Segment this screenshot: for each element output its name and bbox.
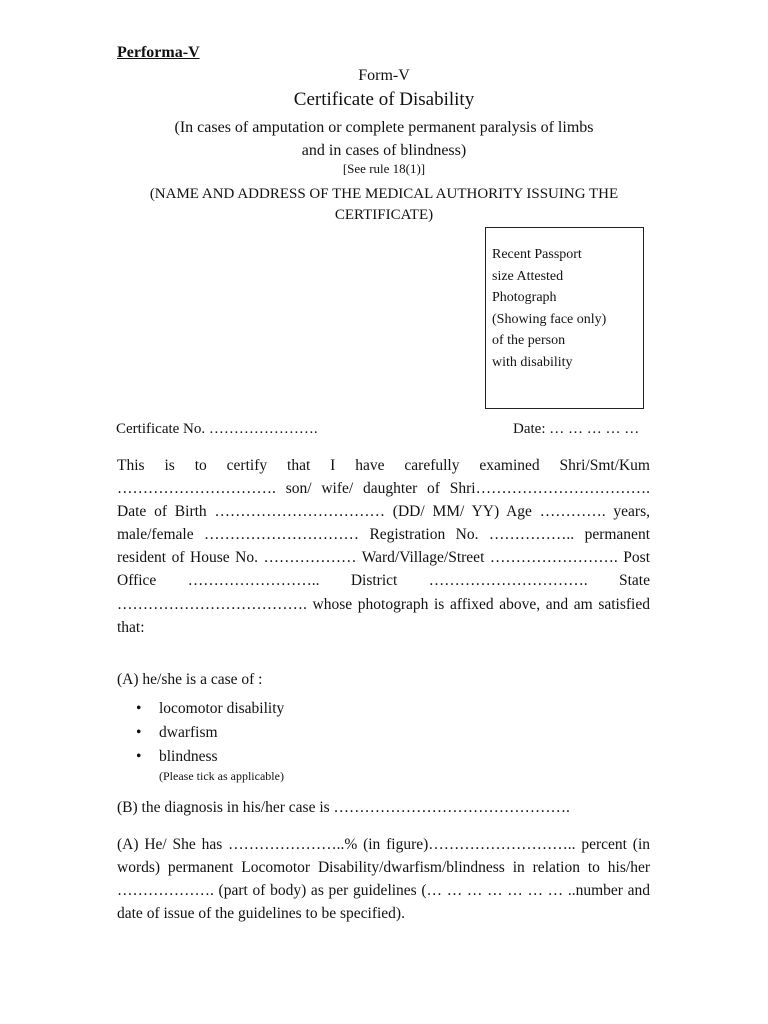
medical-authority-heading	[0, 184, 768, 226]
certificate-date: Date: … … … … …	[513, 421, 640, 437]
bullet-icon: •	[136, 724, 142, 741]
subtitle-line: and in cases of blindness)	[301, 142, 467, 159]
authority-line: (NAME AND ADDRESS OF THE MEDICAL AUTHORITY ISSUING THE	[149, 186, 619, 202]
authority-line: CERTIFICATE)	[334, 207, 434, 223]
photo-caption-line: (Showing face only)	[492, 311, 607, 327]
list-item	[117, 721, 284, 745]
photo-caption-line: Recent Passport	[492, 247, 582, 262]
certificate-number: Certificate No. ………………….	[116, 421, 318, 437]
performa-label: Performa-V	[117, 44, 200, 61]
photo-caption-line: Photograph	[492, 290, 557, 305]
certification-paragraph: This is to certify that I have carefully examined Shri/Smt/Kum …………………………. son/ wife/ daughter of Shri……………………………. Date of Birth …………………………… (DD/ MM/ YY) Age …………. years, male/female ………………………… Registration No. …………….. permanent resident of House No. ……………… Ward/Village/Street ……………………. Post Office …………………….. District …………………………. State ………………………………. whose photograph is affixed above, and am satisfied that:	[117, 457, 650, 636]
section-b-diagnosis: (B) the diagnosis in his/her case is ……………………………………….	[117, 799, 570, 816]
percent-paragraph: (A) He/ She has …………………..% (in figure)……………………….. percent (in words) permanent Locomotor Disability/dwarfism/blindness in relation to his/her ………………. (part of body) as per guidelines (… … … … … … … ..number and date of issue of the guidelines to be specified).	[117, 836, 650, 923]
list-item	[117, 745, 284, 769]
rule-reference: [See rule 18(1)]	[342, 161, 426, 176]
subtitle-line: (In cases of amputation or complete permanent paralysis of limbs	[174, 119, 594, 136]
tick-note: (Please tick as applicable)	[159, 769, 284, 783]
form-number: Form-V	[358, 67, 410, 84]
photo-caption-line: with disability	[492, 354, 573, 370]
list-item	[117, 697, 284, 721]
photo-caption-line: size Attested	[492, 268, 564, 284]
bullet-icon: •	[136, 700, 142, 717]
condition-list	[117, 697, 284, 769]
condition-label: dwarfism	[159, 724, 218, 741]
page-title: Certificate of Disability	[293, 89, 475, 110]
subtitle	[0, 116, 768, 162]
section-a-heading: (A) he/she is a case of :	[117, 671, 263, 688]
condition-label: blindness	[159, 748, 218, 765]
condition-label: locomotor disability	[159, 700, 285, 717]
photo-caption-line: of the person	[492, 333, 566, 348]
photo-placeholder	[485, 227, 644, 409]
bullet-icon: •	[136, 748, 142, 765]
